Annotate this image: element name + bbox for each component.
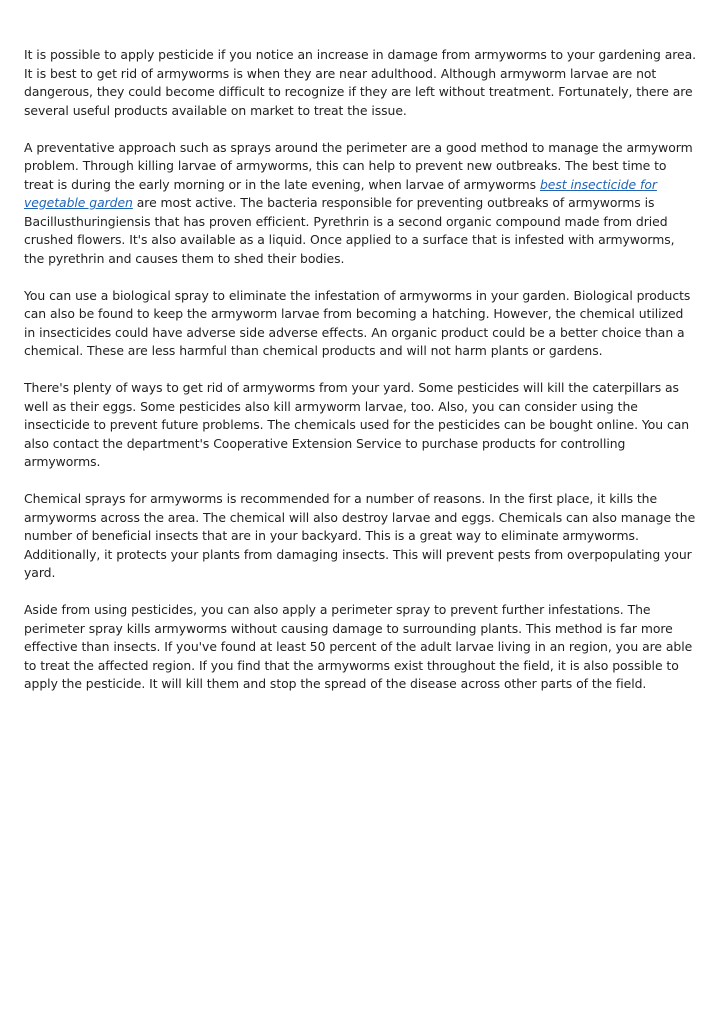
paragraph-1: It is possible to apply pesticide if you notice an increase in damage from armyworms to your gardening area. It is best to get rid of armyworms is when they are near adulthood. Although armyworm larvae are not dangerous, they could become difficult to recognize if they are left without treatment. Fortunately, there are several useful products available on market to treat the issue. (24, 47, 697, 118)
paragraph-2-text-before-link: A preventative approach such as sprays around the perimeter are a good method to manage the armyworm problem. Through killing larvae of armyworms, this can help to prevent new outbreaks. The best time to treat is during the early morning or in the late evening, when larvae of armyworms (24, 139, 693, 192)
paragraph-6: Aside from using pesticides, you can also apply a perimeter spray to prevent further infestations. The perimeter spray kills armyworms without causing damage to surrounding plants. This method is far more effective than insects. If you've found at least 50 percent of the adult larvae living in an region, you are able to treat the affected region. If you find that the armyworms exist throughout the field, it is also possible to apply the pesticide. It will kill them and stop the spread of the disease across other parts of the field. (24, 602, 693, 691)
paragraph-5: Chemical sprays for armyworms is recommended for a number of reasons. In the first place, it kills the armyworms across the area. The chemical will also destroy larvae and eggs. Chemicals can also manage the number of beneficial insects that are in your backyard. This is a great way to eliminate armyworms. Additionally, it protects your plants from damaging insects. This will prevent pests from overpopulating your yard. (24, 491, 696, 580)
paragraph-3: You can use a biological spray to eliminate the infestation of armyworms in your garden. Biological products can also be found to keep the armyworm larvae from becoming a hatching. However, the chemical utilized in insecticides could have adverse side adverse effects. An organic product could be a better choice than a chemical. These are less harmful than chemical products and will not harm plants or gardens. (24, 287, 691, 358)
paragraph-2 (24, 139, 696, 269)
paragraph-2-text-after-link: are most active. The bacteria responsible for preventing outbreaks of armyworms is Bacillusthuringiensis that has proven efficient. Pyrethrin is a second organic compound made from dried crushed flowers. It's also available as a liquid. Once applied to a surface that is infested with armyworms, the pyrethrin and causes them to shed their bodies. (24, 195, 675, 266)
insecticide-link[interactable]: best insecticide for vegetable garden (24, 176, 657, 210)
paragraph-4: There's plenty of ways to get rid of armyworms from your yard. Some pesticides will kill the caterpillars as well as their eggs. Some pesticides also kill armyworm larvae, too. Also, you can consider using the insecticide to prevent future problems. The chemicals used for the pesticides can be bought online. You can also contact the department's Cooperative Extension Service to purchase products for controlling armyworms. (24, 380, 690, 469)
document-body (24, 46, 696, 712)
